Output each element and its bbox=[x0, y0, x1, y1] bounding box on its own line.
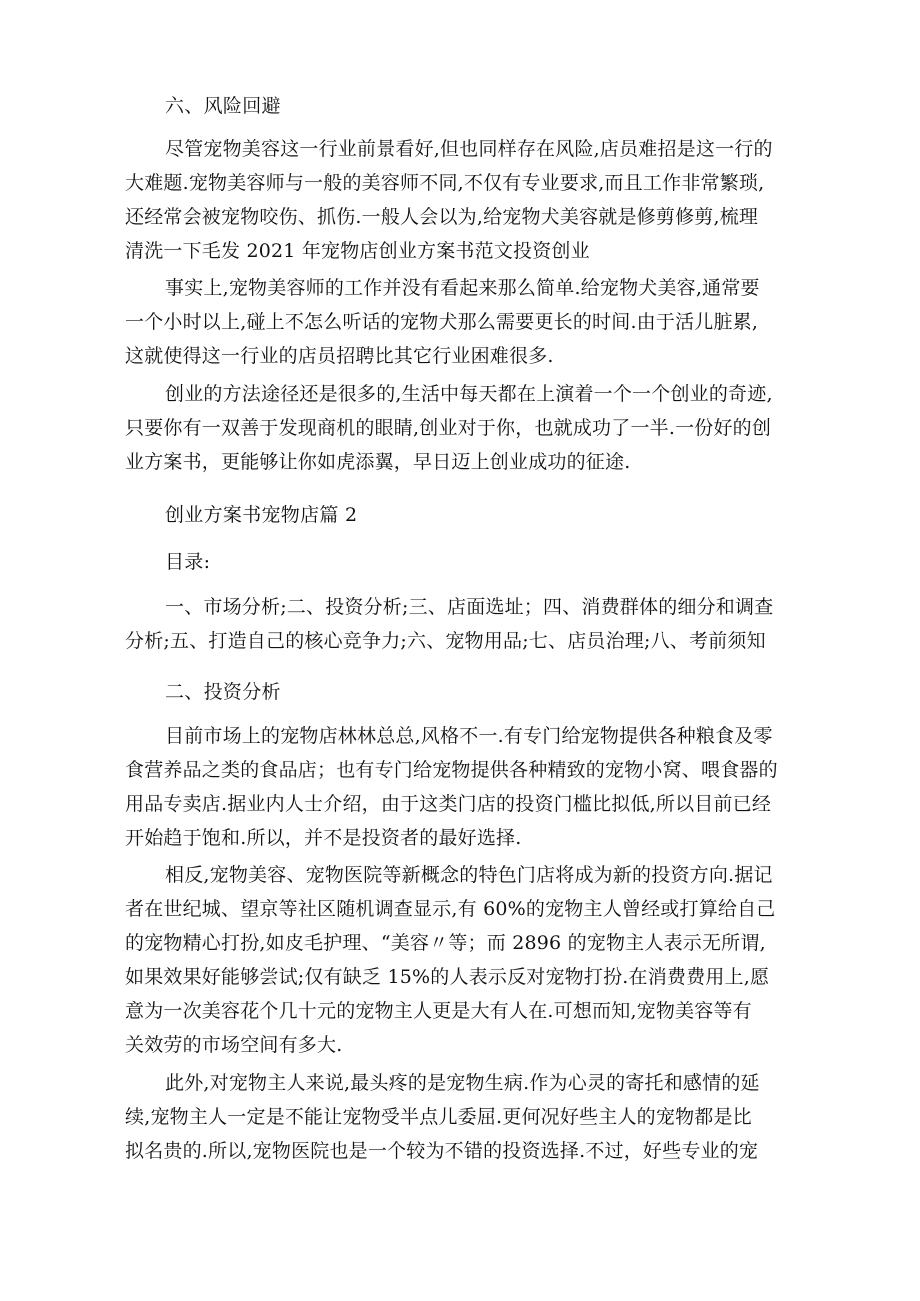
paragraph-line: 关效劳的市场空间有多大. bbox=[125, 1034, 343, 1056]
paragraph-line: 业方案书，更能够让你如虎添翼，早日迈上创业成功的征途. bbox=[125, 451, 631, 473]
paragraph-line: 者在世纪城、望京等社区随机调查显示,有 60%的宠物主人曾经或打算给自己 bbox=[125, 898, 776, 920]
heading-investment-analysis: 二、投资分析 bbox=[165, 681, 281, 703]
paragraph-line: 如果效果好能够尝试;仅有缺乏 15%的人表示反对宠物打扮.在消费费用上,愿 bbox=[125, 966, 770, 988]
paragraph-line: 的宠物精心打扮,如皮毛护理、“美容〃等；而 2896 的宠物主人表示无所谓, bbox=[125, 932, 766, 954]
paragraph-line: 创业的方法途径还是很多的,生活中每天都在上演着一个一个创业的奇迹, bbox=[165, 383, 773, 405]
paragraph-risk-2 bbox=[125, 271, 815, 373]
paragraph-line: 相反,宠物美容、宠物医院等新概念的特色门店将成为新的投资方向.据记 bbox=[165, 864, 773, 886]
paragraph-line: 清洗一下毛发 2021 年宠物店创业方案书范文投资创业 bbox=[125, 240, 590, 262]
paragraph-line: 一、市场分析;二、投资分析;三、店面选址；四、消费群体的细分和调查 bbox=[165, 596, 774, 618]
paragraph-line: 目前市场上的宠物店林林总总,风格不一.有专门给宠物提供各种粮食及零 bbox=[165, 725, 773, 747]
paragraph-investment-1 bbox=[125, 719, 815, 855]
paragraph-line: 尽管宠物美容这一行业前景看好,但也同样存在风险,店员难招是这一行的 bbox=[165, 138, 773, 160]
paragraph-line: 意为一次美容花个几十元的宠物主人更是大有人在.可想而知,宠物美容等有 bbox=[125, 1000, 752, 1022]
paragraph-line: 开始趋于饱和.所以，并不是投资者的最好选择. bbox=[125, 827, 522, 849]
paragraph-risk-3 bbox=[125, 377, 815, 479]
paragraph-line: 一个小时以上,碰上不怎么听话的宠物犬那么需要更长的时间.由于活儿脏累, bbox=[125, 311, 759, 333]
paragraph-line: 拟名贵的.所以,宠物医院也是一个较为不错的投资选择.不过，好些专业的宠 bbox=[125, 1140, 759, 1162]
paragraph-line: 只要你有一双善于发现商机的眼睛,创业对于你，也就成功了一半.一份好的创 bbox=[125, 417, 772, 439]
paragraph-risk-1 bbox=[125, 132, 815, 268]
paragraph-investment-3 bbox=[125, 1066, 815, 1168]
heading-table-of-contents: 目录: bbox=[165, 551, 211, 573]
paragraph-line: 此外,对宠物主人来说,最头疼的是宠物生病.作为心灵的寄托和感情的延 bbox=[165, 1072, 760, 1094]
paragraph-line: 还经常会被宠物咬伤、抓伤.一般人会以为,给宠物犬美容就是修剪修剪,梳理 bbox=[125, 206, 759, 228]
paragraph-line: 分析;五、打造自己的核心竞争力;六、宠物用品;七、店员治理;八、考前须知 bbox=[125, 630, 766, 652]
paragraph-investment-2 bbox=[125, 858, 815, 1062]
heading-risk-avoidance: 六、风险回避 bbox=[165, 95, 281, 117]
paragraph-line: 食营养品之类的食品店；也有专门给宠物提供各种精致的宠物小窝、喂食器的 bbox=[125, 759, 778, 781]
paragraph-line: 事实上,宠物美容师的工作并没有看起来那么简单.给宠物犬美容,通常要 bbox=[165, 277, 760, 299]
paragraph-table-of-contents bbox=[125, 590, 815, 658]
heading-part-2: 创业方案书宠物店篇 2 bbox=[165, 504, 358, 526]
paragraph-line: 用品专卖店.据业内人士介绍，由于这类门店的投资门槛比拟低,所以目前已经 bbox=[125, 793, 772, 815]
paragraph-line: 这就使得这一行业的店员招聘比其它行业困难很多. bbox=[125, 345, 554, 367]
paragraph-line: 续,宠物主人一定是不能让宠物受半点儿委屈.更何况好些主人的宠物都是比 bbox=[125, 1106, 752, 1128]
paragraph-line: 大难题.宠物美容师与一般的美容师不同,不仅有专业要求,而且工作非常繁琐, bbox=[125, 172, 765, 194]
